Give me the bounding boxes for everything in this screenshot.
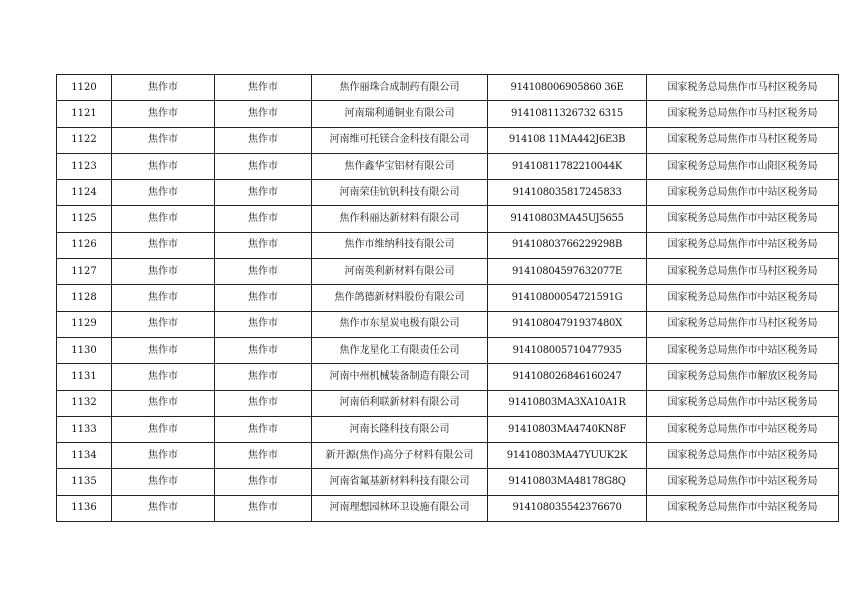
table-row	[57, 206, 839, 232]
county-cell: 焦作市	[215, 390, 312, 416]
credit-code-cell: 914108035542376670	[488, 495, 647, 521]
county-cell: 焦作市	[215, 364, 312, 390]
tax-office-cell: 国家税务总局焦作市解放区税务局	[647, 364, 839, 390]
table-row	[57, 127, 839, 153]
tax-office-cell: 国家税务总局焦作市山阳区税务局	[647, 153, 839, 179]
county-cell: 焦作市	[215, 75, 312, 101]
credit-code-cell: 91410803766229298B	[488, 232, 647, 258]
table-row	[57, 75, 839, 101]
county-cell: 焦作市	[215, 127, 312, 153]
table-row	[57, 469, 839, 495]
county-cell: 焦作市	[215, 416, 312, 442]
county-cell: 焦作市	[215, 311, 312, 337]
city-cell: 焦作市	[112, 390, 215, 416]
table-row	[57, 311, 839, 337]
credit-code-cell: 914108006905860 36E	[488, 75, 647, 101]
table-row	[57, 180, 839, 206]
county-cell: 焦作市	[215, 180, 312, 206]
credit-code-cell: 91410811326732 6315	[488, 101, 647, 127]
tax-office-cell: 国家税务总局焦作市中站区税务局	[647, 232, 839, 258]
tax-office-cell: 国家税务总局焦作市中站区税务局	[647, 469, 839, 495]
city-cell: 焦作市	[112, 443, 215, 469]
city-cell: 焦作市	[112, 127, 215, 153]
city-cell: 焦作市	[112, 337, 215, 363]
table-row	[57, 364, 839, 390]
tax-office-cell: 国家税务总局焦作市马村区税务局	[647, 101, 839, 127]
row-number-cell: 1125	[57, 206, 112, 232]
city-cell: 焦作市	[112, 364, 215, 390]
tax-office-cell: 国家税务总局焦作市马村区税务局	[647, 311, 839, 337]
city-cell: 焦作市	[112, 206, 215, 232]
credit-code-cell: 91410800054721591G	[488, 285, 647, 311]
city-cell: 焦作市	[112, 416, 215, 442]
city-cell: 焦作市	[112, 101, 215, 127]
row-number-cell: 1134	[57, 443, 112, 469]
tax-office-cell: 国家税务总局焦作市中站区税务局	[647, 180, 839, 206]
city-cell: 焦作市	[112, 153, 215, 179]
company-register-table	[56, 74, 839, 522]
county-cell: 焦作市	[215, 285, 312, 311]
county-cell: 焦作市	[215, 153, 312, 179]
company-name-cell: 焦作市东星炭电极有限公司	[312, 311, 488, 337]
city-cell: 焦作市	[112, 232, 215, 258]
credit-code-cell: 914108005710477935	[488, 337, 647, 363]
county-cell: 焦作市	[215, 337, 312, 363]
credit-code-cell: 91410803MA47YUUK2K	[488, 443, 647, 469]
table-row	[57, 285, 839, 311]
table-row	[57, 259, 839, 285]
credit-code-cell: 91410803MA3XA10A1R	[488, 390, 647, 416]
city-cell: 焦作市	[112, 285, 215, 311]
company-name-cell: 河南理想园林环卫设施有限公司	[312, 495, 488, 521]
company-name-cell: 河南瑞利通铜业有限公司	[312, 101, 488, 127]
credit-code-cell: 914108 11MA442J6E3B	[488, 127, 647, 153]
county-cell: 焦作市	[215, 101, 312, 127]
county-cell: 焦作市	[215, 443, 312, 469]
tax-office-cell: 国家税务总局焦作市中站区税务局	[647, 495, 839, 521]
row-number-cell: 1133	[57, 416, 112, 442]
table-row	[57, 416, 839, 442]
county-cell: 焦作市	[215, 206, 312, 232]
company-name-cell: 焦作市维纳科技有限公司	[312, 232, 488, 258]
credit-code-cell: 914108026846160247	[488, 364, 647, 390]
row-number-cell: 1132	[57, 390, 112, 416]
table-row	[57, 443, 839, 469]
tax-office-cell: 国家税务总局焦作市中站区税务局	[647, 206, 839, 232]
city-cell: 焦作市	[112, 311, 215, 337]
tax-office-cell: 国家税务总局焦作市中站区税务局	[647, 337, 839, 363]
company-name-cell: 河南中州机械装备制造有限公司	[312, 364, 488, 390]
credit-code-cell: 91410811782210044K	[488, 153, 647, 179]
row-number-cell: 1120	[57, 75, 112, 101]
credit-code-cell: 91410803MA4740KN8F	[488, 416, 647, 442]
company-name-cell: 河南英利新材料有限公司	[312, 259, 488, 285]
credit-code-cell: 91410803MA45UJ5655	[488, 206, 647, 232]
table-row	[57, 232, 839, 258]
tax-office-cell: 国家税务总局焦作市马村区税务局	[647, 127, 839, 153]
company-name-cell: 焦作龙星化工有限责任公司	[312, 337, 488, 363]
company-name-cell: 河南长隆科技有限公司	[312, 416, 488, 442]
table-row	[57, 101, 839, 127]
company-name-cell: 焦作鑫华宝铝材有限公司	[312, 153, 488, 179]
table-row	[57, 153, 839, 179]
row-number-cell: 1127	[57, 259, 112, 285]
city-cell: 焦作市	[112, 75, 215, 101]
county-cell: 焦作市	[215, 469, 312, 495]
company-name-cell: 焦作鸽德新材料股份有限公司	[312, 285, 488, 311]
row-number-cell: 1128	[57, 285, 112, 311]
company-name-cell: 河南维可托镁合金科技有限公司	[312, 127, 488, 153]
company-name-cell: 河南省氟基新材料科技有限公司	[312, 469, 488, 495]
tax-office-cell: 国家税务总局焦作市马村区税务局	[647, 259, 839, 285]
credit-code-cell: 914108035817245833	[488, 180, 647, 206]
row-number-cell: 1122	[57, 127, 112, 153]
row-number-cell: 1131	[57, 364, 112, 390]
city-cell: 焦作市	[112, 469, 215, 495]
county-cell: 焦作市	[215, 232, 312, 258]
row-number-cell: 1130	[57, 337, 112, 363]
row-number-cell: 1136	[57, 495, 112, 521]
row-number-cell: 1129	[57, 311, 112, 337]
city-cell: 焦作市	[112, 180, 215, 206]
credit-code-cell: 91410804597632077E	[488, 259, 647, 285]
company-name-cell: 河南佰利联新材料有限公司	[312, 390, 488, 416]
row-number-cell: 1123	[57, 153, 112, 179]
row-number-cell: 1126	[57, 232, 112, 258]
company-name-cell: 焦作丽珠合成制药有限公司	[312, 75, 488, 101]
company-name-cell: 新开源(焦作)高分子材料有限公司	[312, 443, 488, 469]
table-row	[57, 390, 839, 416]
company-name-cell: 河南荣佳钪钒科技有限公司	[312, 180, 488, 206]
company-name-cell: 焦作科丽达新材料有限公司	[312, 206, 488, 232]
city-cell: 焦作市	[112, 495, 215, 521]
credit-code-cell: 91410803MA48178G8Q	[488, 469, 647, 495]
row-number-cell: 1135	[57, 469, 112, 495]
tax-office-cell: 国家税务总局焦作市中站区税务局	[647, 285, 839, 311]
table-row	[57, 495, 839, 521]
county-cell: 焦作市	[215, 495, 312, 521]
tax-office-cell: 国家税务总局焦作市中站区税务局	[647, 416, 839, 442]
table-body	[57, 75, 839, 522]
county-cell: 焦作市	[215, 259, 312, 285]
row-number-cell: 1121	[57, 101, 112, 127]
credit-code-cell: 91410804791937480X	[488, 311, 647, 337]
tax-office-cell: 国家税务总局焦作市马村区税务局	[647, 75, 839, 101]
row-number-cell: 1124	[57, 180, 112, 206]
tax-office-cell: 国家税务总局焦作市中站区税务局	[647, 390, 839, 416]
table-row	[57, 337, 839, 363]
city-cell: 焦作市	[112, 259, 215, 285]
tax-office-cell: 国家税务总局焦作市中站区税务局	[647, 443, 839, 469]
